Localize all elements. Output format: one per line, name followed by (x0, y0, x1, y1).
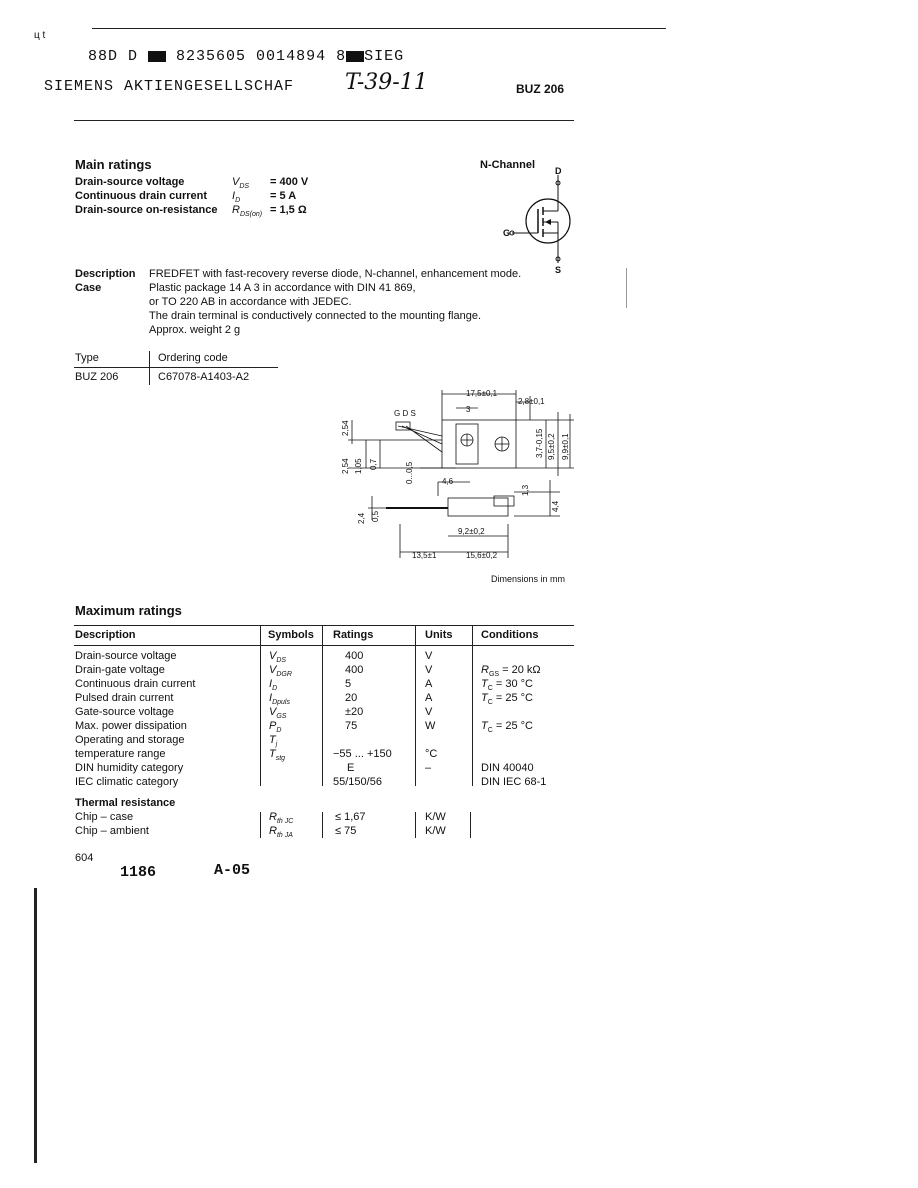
dim-17-5: 17,5±0,1 (466, 389, 498, 398)
dim-3-7: 3,7-0,15 (535, 428, 544, 458)
main-rating-value: = 5 A (270, 190, 297, 202)
package-drawing (330, 384, 580, 570)
type-value: BUZ 206 (75, 371, 119, 383)
main-rating-symbol: $I_D$ (232, 190, 241, 205)
ordering-code-header: Ordering code (158, 352, 228, 364)
dim-2-54-top: 2,54 (341, 420, 350, 436)
dim-9-9: 9,9±0,1 (561, 433, 570, 460)
max-ratings-table: Drain-source voltage $V_{DS}$ 400 V Drain-gate voltage $V_{DGR}$ 400 V $R_{GS} = 20$ kΩ Continuous drain current $I_D$ 5 A $T_C = 30$ °C Pulsed drain current $I_{Dpuls}$ 20 A $T_C = 25$ °C Gate-source voltage $V_{GS}$ ±20 V Max. power dissipation $P_D$ 75 W $T_C = 25$ °C Operating and storage $T_j$ temperature range $T_{stg}$ −55 ... +150 °C DIN humidity category E – DIN 40040 IEC climatic category 55/150/56 DIN IEC 68-1 (75, 650, 547, 788)
dimensions-caption: Dimensions in mm (491, 574, 566, 584)
redaction-block (346, 51, 364, 62)
footer-code-2: A-05 (214, 862, 251, 879)
dim-0-5: 0,5 (371, 510, 380, 522)
description-label: Description (75, 268, 136, 280)
case-line: Approx. weight 2 g (149, 324, 241, 336)
symbol-title: N-Channel (480, 159, 535, 171)
scan-code-line (88, 48, 404, 65)
thermal-title: Thermal resistance (75, 797, 176, 809)
footer-code-1: 1186 (120, 864, 157, 881)
code-part-2: 8235605 0014894 8 (176, 48, 347, 65)
dim-2-8: 2,8±0,1 (518, 397, 545, 406)
page-number: 604 (75, 852, 94, 864)
main-rating-label: Drain-source voltage (75, 176, 185, 188)
col-header-conditions: Conditions (481, 629, 539, 641)
source-label: S (555, 265, 562, 275)
main-rating-value: = 400 V (270, 176, 309, 188)
scan-artifact (626, 268, 627, 308)
dim-3: 3 (466, 405, 471, 414)
dim-4-6: 4,6 (442, 477, 454, 486)
case-line: The drain terminal is conductively connected to the mounting flange. (149, 310, 482, 322)
case-line: or TO 220 AB in accordance with JEDEC. (149, 296, 352, 308)
company-name: SIEMENS AKTIENGESELLSCHAF (44, 78, 295, 95)
main-rating-symbol: $V_{DS}$ (232, 176, 250, 191)
dim-2-54-bottom: 2,54 (341, 458, 350, 474)
main-rating-symbol: $R_{DS(on)}$ (232, 204, 263, 219)
dim-15-6: 15,6±0,2 (466, 551, 498, 560)
case-line: Plastic package 14 A 3 in accordance with DIN 41 869, (149, 282, 416, 294)
main-ratings-title: Main ratings (75, 157, 152, 172)
col-header-ratings: Ratings (333, 629, 374, 641)
main-rating-value: = 1,5 Ω (270, 204, 307, 216)
code-part-3: SIEG (364, 48, 405, 65)
pin-labels: G D S (394, 409, 416, 418)
dim-2-4: 2,4 (357, 512, 366, 524)
main-rating-label: Drain-source on-resistance (75, 204, 218, 216)
scan-edge-line (34, 888, 37, 1163)
corner-mark: ц t (34, 30, 46, 41)
thermal-table: Chip – case $R_{th JC}$ ≤ 1,67 K/W Chip – ambient $R_{th JA}$ ≤ 75 K/W (75, 811, 446, 840)
max-ratings-title: Maximum ratings (75, 603, 182, 618)
case-label: Case (75, 282, 102, 294)
col-header-description: Description (75, 629, 136, 641)
dim-9-5: 9,5±0,2 (547, 433, 556, 460)
dim-13-5: 13,5±1 (412, 551, 437, 560)
col-header-symbols: Symbols (268, 629, 314, 641)
main-rating-label: Continuous drain current (75, 190, 207, 202)
dim-4-4: 4,4 (551, 500, 560, 512)
dim-0-0-5: 0...0,5 (405, 461, 414, 484)
gate-label: G (503, 228, 511, 238)
description-line: FREDFET with fast-recovery reverse diode, N-channel, enhancement mode. (149, 268, 522, 280)
code-part-1: 88D D (88, 48, 139, 65)
dim-1-3: 1,3 (521, 484, 530, 496)
part-number: BUZ 206 (516, 82, 565, 96)
redaction-block (148, 51, 166, 62)
drain-label: D (555, 166, 562, 176)
handwritten-code: T-39-11 (345, 70, 428, 95)
ordering-code-value: C67078-A1403-A2 (158, 371, 250, 383)
dim-1-05: 1,05 (354, 458, 363, 474)
dim-9-2: 9,2±0,2 (458, 527, 485, 536)
type-header: Type (75, 352, 99, 364)
col-header-units: Units (425, 629, 453, 641)
dim-0-7: 0,7 (369, 458, 378, 470)
mosfet-symbol (500, 165, 580, 277)
